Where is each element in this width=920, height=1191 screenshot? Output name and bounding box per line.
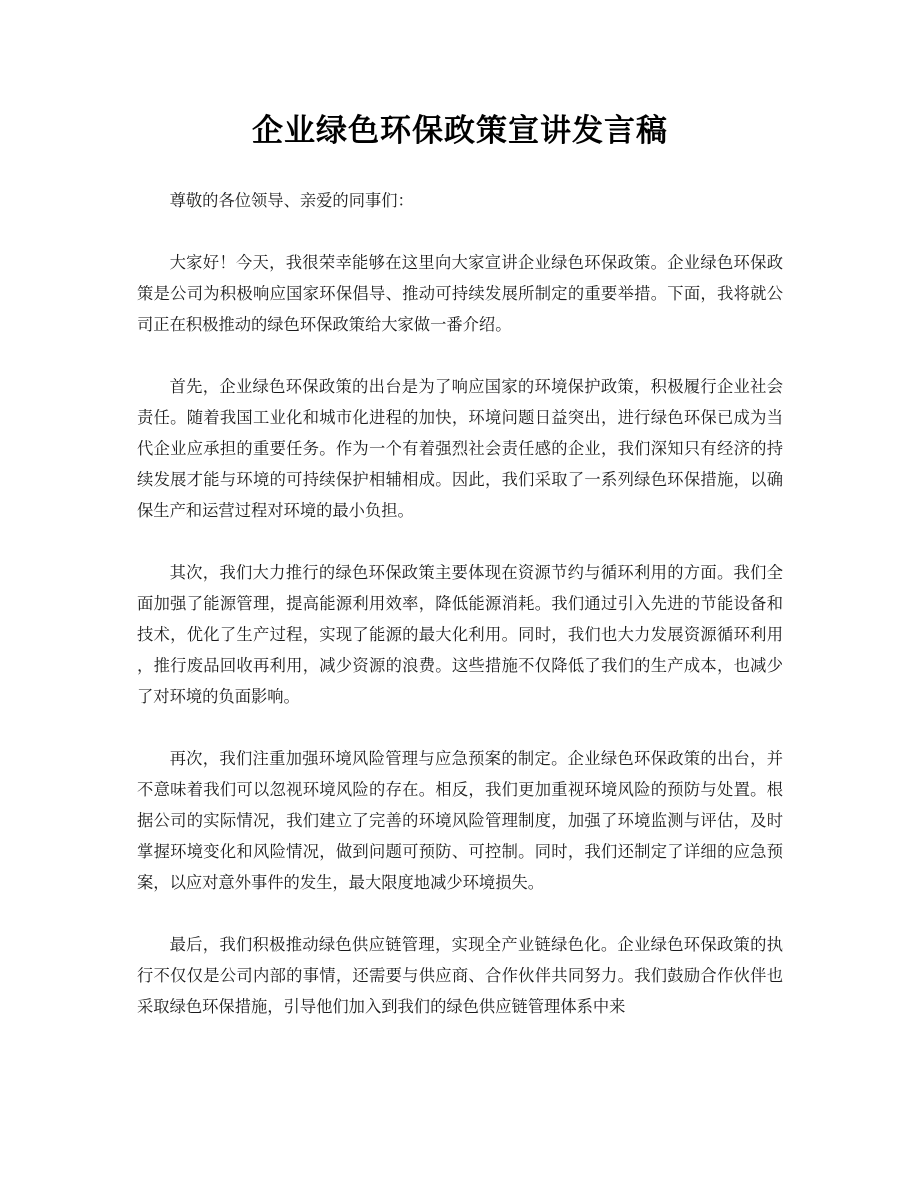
salutation: 尊敬的各位领导、亲爱的同事们： (169, 191, 414, 210)
document-body (137, 185, 783, 1053)
paragraph-final-point: 最后，我们积极推动绿色供应链管理，实现全产业链绿色化。企业绿色环保政策的执行不仅仅是公司内部的事情，还需要与供应商、合作伙伴共同努力。我们鼓励合作伙伴也采取绿色环保措施，引导他们加入到我们的绿色供应链管理体系中来 (137, 935, 783, 1016)
paragraph-third-point: 再次，我们注重加强环境风险管理与应急预案的制定。企业绿色环保政策的出台，并不意味着我们可以忽视环境风险的存在。相反，我们更加重视环境风险的预防与处置。根据公司的实际情况，我们建立了完善的环境风险管理制度，加强了环境监测与评估，及时掌握环境变化和风险情况，做到问题可预防、可控制。同时，我们还制定了详细的应急预案，以应对意外事件的发生，最大限度地减少环境损失。 (137, 749, 783, 892)
paragraph-first-point: 首先，企业绿色环保政策的出台是为了响应国家的环境保护政策，积极履行企业社会责任。随着我国工业化和城市化进程的加快，环境问题日益突出，进行绿色环保已成为当代企业应承担的重要任务。作为一个有着强烈社会责任感的企业，我们深知只有经济的持续发展才能与环境的可持续保护相辅相成。因此，我们采取了一系列绿色环保措施，以确保生产和运营过程对环境的最小负担。 (137, 377, 783, 520)
paragraph-second-point: 其次，我们大力推行的绿色环保政策主要体现在资源节约与循环利用的方面。我们全面加强了能源管理，提高能源利用效率，降低能源消耗。我们通过引入先进的节能设备和技术，优化了生产过程，实现了能源的最大化利用。同时，我们也大力发展资源循环利用，推行废品回收再利用，减少资源的浪费。这些措施不仅降低了我们的生产成本，也减少了对环境的负面影响。 (137, 563, 783, 706)
document-title: 企业绿色环保政策宣讲发言稿 (252, 113, 668, 149)
paragraph-greeting: 大家好！今天，我很荣幸能够在这里向大家宣讲企业绿色环保政策。企业绿色环保政策是公司为积极响应国家环保倡导、推动可持续发展所制定的重要举措。下面，我将就公司正在积极推动的绿色环保政策给大家做一番介绍。 (137, 253, 783, 334)
